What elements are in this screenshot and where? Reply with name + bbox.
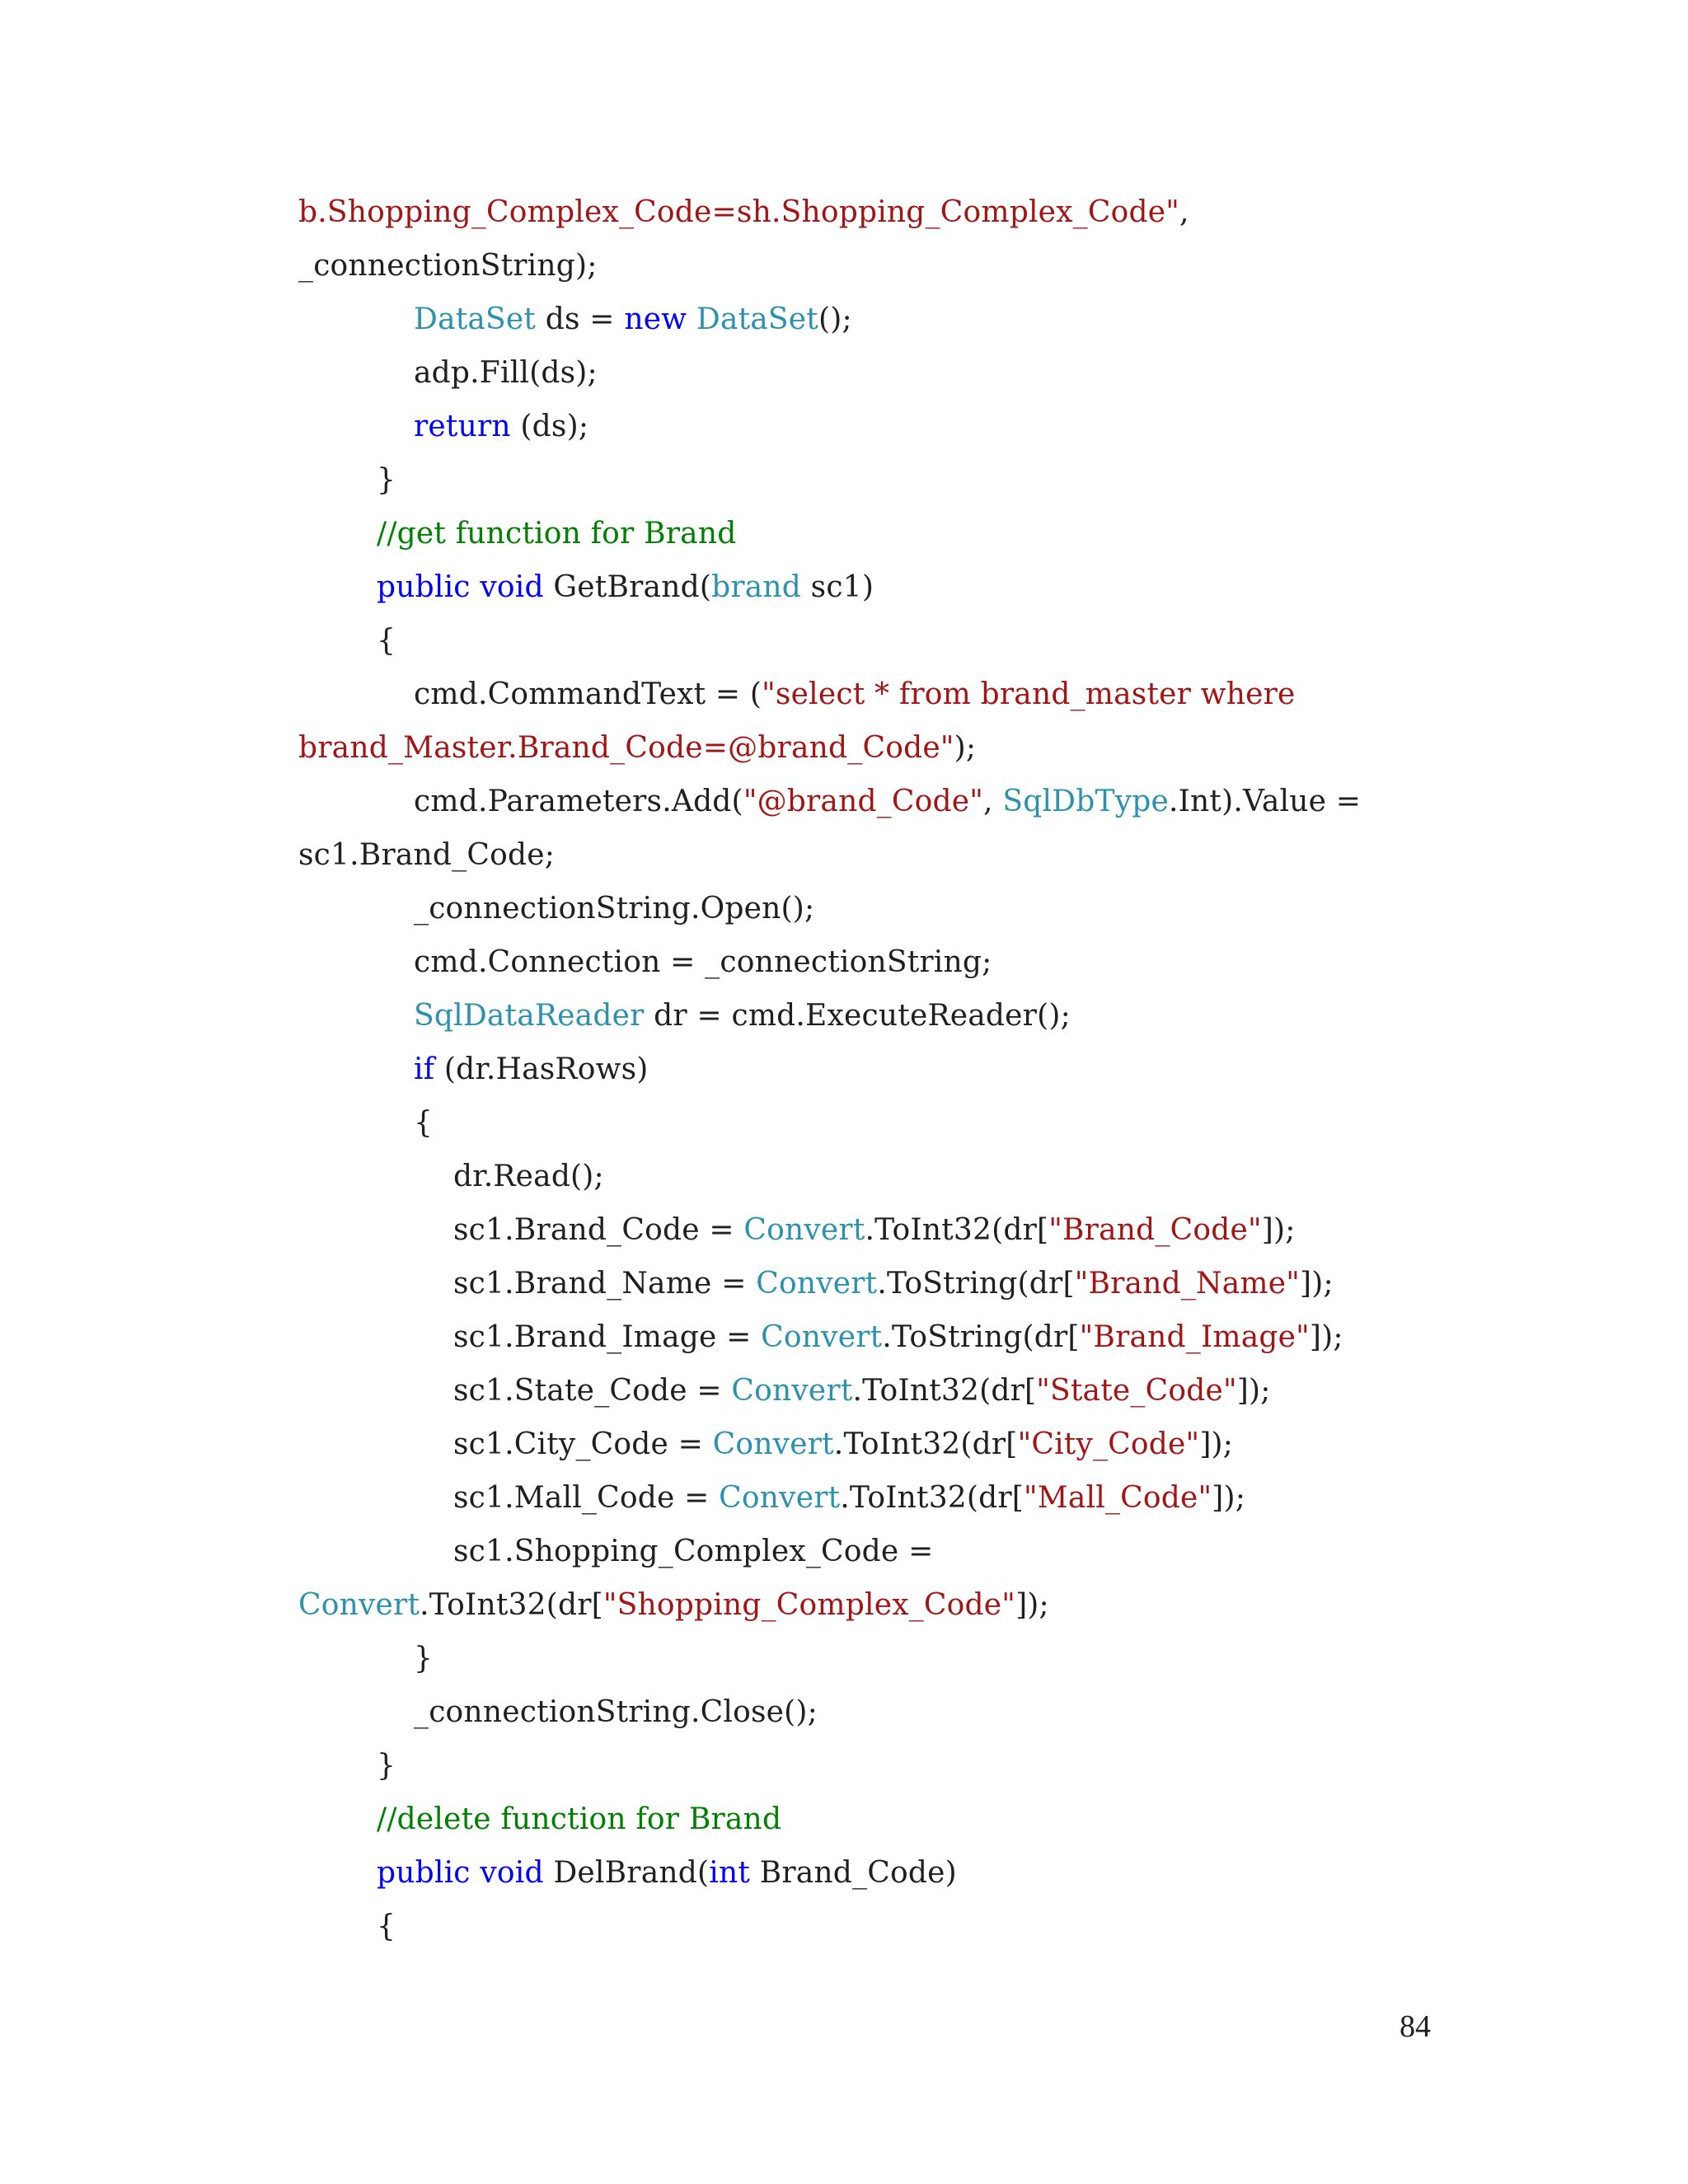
code-token-plain: (ds); (510, 410, 589, 443)
code-token-type: Convert (761, 1320, 883, 1354)
code-token-type: DataSet (414, 302, 537, 336)
code-line (453, 1534, 933, 1570)
code-token-plain: GetBrand( (543, 570, 712, 604)
code-line (298, 1587, 1049, 1624)
code-token-type: DataSet (696, 302, 818, 336)
code-token-plain: dr = cmd.ExecuteReader(); (644, 999, 1071, 1033)
code-token-plain: DelBrand( (543, 1856, 710, 1890)
code-token-type: Convert (298, 1588, 420, 1622)
code-line (377, 462, 396, 499)
code-token-plain: ds = (536, 302, 625, 336)
code-token-plain: sc1.City_Code = (453, 1427, 713, 1461)
code-line (414, 302, 852, 338)
code-token-plain: ]); (1015, 1588, 1049, 1622)
code-line (414, 891, 814, 927)
code-line (414, 355, 598, 391)
code-token-plain: .ToString(dr[ (877, 1267, 1075, 1301)
code-token-plain: } (414, 1642, 434, 1675)
code-token-string: brand_Master.Brand_Code=@brand_Code" (298, 731, 954, 765)
code-line (414, 1105, 433, 1141)
code-token-plain: , (983, 785, 1003, 818)
code-token-string: "Shopping_Complex_Code" (603, 1588, 1016, 1622)
code-token-comment: //get function for Brand (377, 517, 737, 551)
code-token-string: "Brand_Name" (1074, 1267, 1300, 1301)
code-token-plain: sc1.Brand_Name = (453, 1267, 757, 1301)
code-line (414, 944, 992, 981)
code-token-plain: sc1.State_Code = (453, 1374, 732, 1408)
code-token-plain: .Int).Value = (1168, 785, 1362, 818)
code-token-plain: .ToString(dr[ (882, 1320, 1080, 1354)
page-number: 84 (1400, 2009, 1431, 2044)
code-token-plain (687, 302, 696, 336)
code-token-string: "Mall_Code" (1024, 1481, 1212, 1515)
code-token-plain (471, 570, 481, 604)
code-line (414, 1052, 649, 1088)
code-token-plain: _connectionString); (298, 249, 598, 283)
code-token-string: b.Shopping_Complex_Code=sh.Shopping_Complex_Code" (298, 195, 1180, 229)
code-token-type: SqlDataReader (414, 999, 645, 1033)
code-token-plain: sc1.Mall_Code = (453, 1481, 720, 1515)
code-token-keyword: void (480, 1856, 544, 1890)
code-token-plain: sc1.Brand_Code = (453, 1213, 744, 1247)
code-line (414, 677, 1296, 713)
code-token-plain: { (377, 1910, 396, 1943)
code-line (414, 1641, 433, 1677)
code-token-keyword: new (624, 302, 687, 336)
code-token-plain (471, 1856, 481, 1890)
code-line (414, 784, 1361, 820)
code-token-plain: sc1) (801, 570, 874, 604)
code-token-plain: .ToInt32(dr[ (865, 1213, 1049, 1247)
code-token-string: "@brand_Code" (743, 785, 984, 818)
code-token-string: "State_Code" (1036, 1374, 1237, 1408)
code-token-plain: (dr.HasRows) (434, 1052, 649, 1086)
code-token-plain: .ToInt32(dr[ (852, 1374, 1037, 1408)
code-token-plain: { (414, 1106, 434, 1140)
code-line (298, 730, 976, 766)
code-token-plain: ]); (1199, 1427, 1234, 1461)
code-token-plain: .ToInt32(dr[ (840, 1481, 1025, 1515)
code-token-plain: ); (954, 731, 977, 765)
code-token-keyword: void (480, 570, 544, 604)
code-token-plain: , (1179, 195, 1189, 229)
code-token-plain: ]); (1212, 1481, 1246, 1515)
code-token-keyword: int (709, 1856, 751, 1890)
code-line (414, 1694, 818, 1731)
code-token-plain: .ToInt32(dr[ (420, 1588, 603, 1622)
code-token-keyword: public (377, 1856, 471, 1890)
code-line (377, 1855, 957, 1891)
code-token-type: Convert (719, 1481, 841, 1515)
code-token-string: "Brand_Code" (1048, 1213, 1262, 1247)
code-token-string: "select * from brand_master where (762, 677, 1296, 711)
code-line (453, 1373, 1271, 1409)
code-token-string: "City_Code" (1017, 1427, 1200, 1461)
code-token-type: Convert (712, 1427, 834, 1461)
code-token-plain: { (377, 624, 396, 658)
code-token-plain: Brand_Code) (750, 1856, 957, 1890)
code-token-type: Convert (756, 1267, 878, 1301)
code-token-type: SqlDbType (1002, 785, 1169, 818)
code-token-plain: dr.Read(); (453, 1160, 604, 1193)
code-line (453, 1319, 1343, 1356)
code-token-plain: cmd.Connection = _connectionString; (414, 945, 992, 979)
code-token-plain: ]); (1309, 1320, 1343, 1354)
code-line (298, 248, 598, 284)
code-line (414, 409, 588, 445)
code-token-keyword: if (414, 1052, 435, 1086)
code-token-plain: (); (818, 302, 852, 336)
code-token-plain: _connectionString.Open(); (414, 892, 815, 926)
code-token-type: Convert (743, 1213, 865, 1247)
code-token-string: "Brand_Image" (1079, 1320, 1310, 1354)
code-token-plain: adp.Fill(ds); (414, 356, 598, 390)
code-token-plain: ]); (1261, 1213, 1296, 1247)
code-token-plain: sc1.Brand_Image = (453, 1320, 762, 1354)
code-line (453, 1159, 604, 1195)
code-line (377, 1802, 781, 1838)
code-token-plain: _connectionString.Close(); (414, 1695, 818, 1729)
code-token-plain: sc1.Brand_Code; (298, 838, 556, 872)
code-token-plain: .ToInt32(dr[ (833, 1427, 1018, 1461)
code-line (377, 1909, 396, 1945)
code-line (298, 194, 1189, 231)
code-token-type: brand (711, 570, 802, 604)
code-line (377, 569, 874, 606)
code-line (298, 837, 555, 874)
code-token-plain: cmd.Parameters.Add( (414, 785, 743, 818)
code-token-plain: ]); (1236, 1374, 1271, 1408)
code-token-comment: //delete function for Brand (377, 1802, 782, 1836)
code-token-keyword: public (377, 570, 471, 604)
code-line (453, 1427, 1233, 1463)
code-line (453, 1266, 1334, 1302)
code-token-type: Convert (731, 1374, 853, 1408)
code-token-keyword: return (414, 410, 511, 443)
code-token-plain: sc1.Shopping_Complex_Code = (453, 1535, 934, 1568)
code-token-plain: cmd.CommandText = ( (414, 677, 762, 711)
code-line (414, 998, 1071, 1034)
code-token-plain: } (377, 1749, 396, 1783)
code-line (377, 623, 396, 659)
code-line (377, 516, 736, 552)
code-line (377, 1748, 396, 1784)
code-token-plain: ]); (1299, 1267, 1334, 1301)
code-token-plain: } (377, 463, 396, 497)
code-line (453, 1212, 1296, 1249)
code-line (453, 1480, 1245, 1516)
